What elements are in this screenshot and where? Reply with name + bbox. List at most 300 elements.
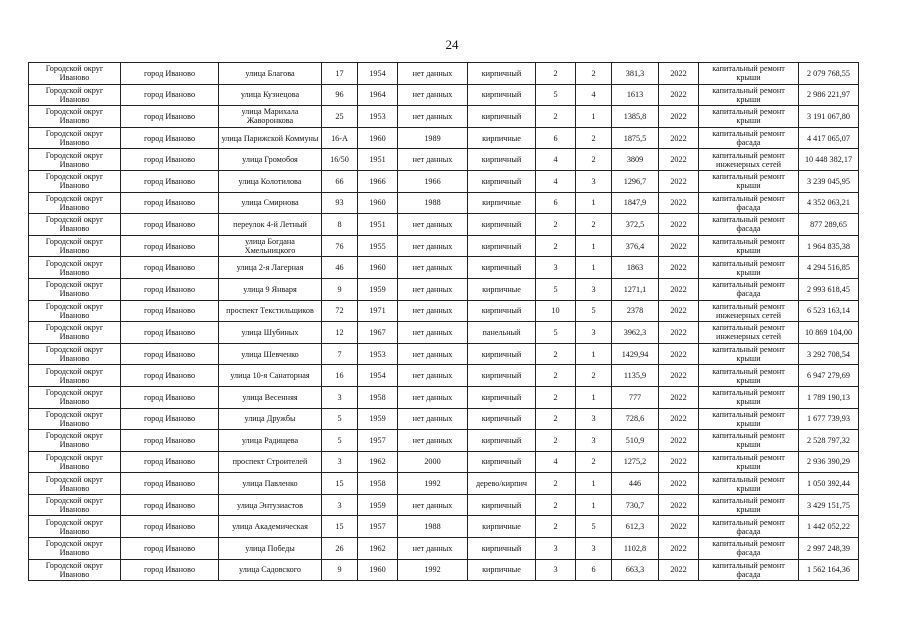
street-cell: улица Громобоя xyxy=(219,149,322,171)
municipality-cell: Городской округ Иваново xyxy=(29,408,121,430)
settlement-cell: город Иваново xyxy=(121,559,219,581)
area-cell: 612,3 xyxy=(612,516,659,538)
cost-cell: 2 986 221,97 xyxy=(799,84,859,106)
build-year-cell: 1951 xyxy=(358,149,398,171)
plan-year-cell: 2022 xyxy=(659,538,699,560)
settlement-cell: город Иваново xyxy=(121,451,219,473)
repair-type-cell: капитальный ремонт фасада xyxy=(699,538,799,560)
floors-cell: 2 xyxy=(536,473,576,495)
wall-material-cell: кирпичный xyxy=(468,257,536,279)
settlement-cell: город Иваново xyxy=(121,214,219,236)
entrances-cell: 1 xyxy=(576,494,612,516)
cost-cell: 10 448 382,17 xyxy=(799,149,859,171)
build-year-cell: 1954 xyxy=(358,365,398,387)
house-number-cell: 3 xyxy=(322,494,358,516)
area-cell: 1296,7 xyxy=(612,170,659,192)
floors-cell: 2 xyxy=(536,494,576,516)
area-cell: 510,9 xyxy=(612,430,659,452)
street-cell: улица Садовского xyxy=(219,559,322,581)
entrances-cell: 1 xyxy=(576,235,612,257)
wall-material-cell: кирпичные xyxy=(468,278,536,300)
build-year-cell: 1959 xyxy=(358,408,398,430)
area-cell: 372,5 xyxy=(612,214,659,236)
entrances-cell: 2 xyxy=(576,127,612,149)
street-cell: улица Дружбы xyxy=(219,408,322,430)
house-number-cell: 76 xyxy=(322,235,358,257)
repair-type-cell: капитальный ремонт крыши xyxy=(699,408,799,430)
settlement-cell: город Иваново xyxy=(121,170,219,192)
wall-material-cell: кирпичный xyxy=(468,84,536,106)
wall-material-cell: кирпичный xyxy=(468,235,536,257)
settlement-cell: город Иваново xyxy=(121,408,219,430)
entrances-cell: 3 xyxy=(576,278,612,300)
settlement-cell: город Иваново xyxy=(121,127,219,149)
wall-material-cell: кирпичные xyxy=(468,516,536,538)
house-number-cell: 96 xyxy=(322,84,358,106)
build-year-cell: 1960 xyxy=(358,257,398,279)
municipality-cell: Городской округ Иваново xyxy=(29,235,121,257)
area-cell: 663,3 xyxy=(612,559,659,581)
floors-cell: 4 xyxy=(536,170,576,192)
area-cell: 1429,94 xyxy=(612,343,659,365)
municipality-cell: Городской округ Иваново xyxy=(29,278,121,300)
renovation-year-cell: нет данных xyxy=(398,300,468,322)
municipality-cell: Городской округ Иваново xyxy=(29,451,121,473)
renovation-year-cell: 1992 xyxy=(398,559,468,581)
municipality-cell: Городской округ Иваново xyxy=(29,192,121,214)
municipality-cell: Городской округ Иваново xyxy=(29,149,121,171)
build-year-cell: 1953 xyxy=(358,106,398,128)
plan-year-cell: 2022 xyxy=(659,430,699,452)
municipality-cell: Городской округ Иваново xyxy=(29,559,121,581)
street-cell: проспект Текстильщиков xyxy=(219,300,322,322)
entrances-cell: 1 xyxy=(576,473,612,495)
area-cell: 730,7 xyxy=(612,494,659,516)
floors-cell: 2 xyxy=(536,343,576,365)
area-cell: 1613 xyxy=(612,84,659,106)
wall-material-cell: кирпичный xyxy=(468,170,536,192)
build-year-cell: 1957 xyxy=(358,516,398,538)
cost-cell: 877 289,65 xyxy=(799,214,859,236)
municipality-cell: Городской округ Иваново xyxy=(29,538,121,560)
house-number-cell: 17 xyxy=(322,63,358,85)
entrances-cell: 6 xyxy=(576,559,612,581)
area-cell: 1847,9 xyxy=(612,192,659,214)
street-cell: проспект Строителей xyxy=(219,451,322,473)
street-cell: улица 2-я Лагерная xyxy=(219,257,322,279)
street-cell: улица Колотилова xyxy=(219,170,322,192)
renovation-year-cell: нет данных xyxy=(398,365,468,387)
table-row xyxy=(29,322,859,344)
floors-cell: 2 xyxy=(536,214,576,236)
repair-type-cell: капитальный ремонт инженерных сетей xyxy=(699,322,799,344)
municipality-cell: Городской округ Иваново xyxy=(29,322,121,344)
build-year-cell: 1954 xyxy=(358,63,398,85)
plan-year-cell: 2022 xyxy=(659,559,699,581)
repair-type-cell: капитальный ремонт инженерных сетей xyxy=(699,300,799,322)
entrances-cell: 4 xyxy=(576,84,612,106)
renovation-year-cell: нет данных xyxy=(398,214,468,236)
house-number-cell: 66 xyxy=(322,170,358,192)
plan-year-cell: 2022 xyxy=(659,106,699,128)
municipality-cell: Городской округ Иваново xyxy=(29,257,121,279)
build-year-cell: 1953 xyxy=(358,343,398,365)
plan-year-cell: 2022 xyxy=(659,192,699,214)
repair-type-cell: капитальный ремонт крыши xyxy=(699,473,799,495)
cost-cell: 10 869 104,00 xyxy=(799,322,859,344)
house-number-cell: 15 xyxy=(322,516,358,538)
wall-material-cell: кирпичный xyxy=(468,538,536,560)
table-row xyxy=(29,516,859,538)
cost-cell: 2 993 618,45 xyxy=(799,278,859,300)
repair-type-cell: капитальный ремонт фасада xyxy=(699,214,799,236)
table-row xyxy=(29,63,859,85)
plan-year-cell: 2022 xyxy=(659,322,699,344)
settlement-cell: город Иваново xyxy=(121,365,219,387)
entrances-cell: 2 xyxy=(576,149,612,171)
cost-cell: 4 294 516,85 xyxy=(799,257,859,279)
table-row xyxy=(29,408,859,430)
municipality-cell: Городской округ Иваново xyxy=(29,494,121,516)
page-number: 24 xyxy=(445,37,459,52)
repair-type-cell: капитальный ремонт крыши xyxy=(699,170,799,192)
municipality-cell: Городской округ Иваново xyxy=(29,84,121,106)
wall-material-cell: кирпичные xyxy=(468,192,536,214)
street-cell: переулок 4-й Летный xyxy=(219,214,322,236)
build-year-cell: 1971 xyxy=(358,300,398,322)
housing-repair-table xyxy=(28,62,859,581)
house-number-cell: 12 xyxy=(322,322,358,344)
settlement-cell: город Иваново xyxy=(121,278,219,300)
municipality-cell: Городской округ Иваново xyxy=(29,473,121,495)
settlement-cell: город Иваново xyxy=(121,84,219,106)
cost-cell: 2 936 390,29 xyxy=(799,451,859,473)
plan-year-cell: 2022 xyxy=(659,516,699,538)
plan-year-cell: 2022 xyxy=(659,235,699,257)
cost-cell: 2 079 768,55 xyxy=(799,63,859,85)
entrances-cell: 1 xyxy=(576,386,612,408)
plan-year-cell: 2022 xyxy=(659,408,699,430)
table-row xyxy=(29,106,859,128)
house-number-cell: 16/50 xyxy=(322,149,358,171)
build-year-cell: 1962 xyxy=(358,538,398,560)
renovation-year-cell: 1966 xyxy=(398,170,468,192)
plan-year-cell: 2022 xyxy=(659,278,699,300)
build-year-cell: 1951 xyxy=(358,214,398,236)
settlement-cell: город Иваново xyxy=(121,538,219,560)
plan-year-cell: 2022 xyxy=(659,170,699,192)
settlement-cell: город Иваново xyxy=(121,149,219,171)
build-year-cell: 1960 xyxy=(358,192,398,214)
plan-year-cell: 2022 xyxy=(659,214,699,236)
plan-year-cell: 2022 xyxy=(659,84,699,106)
renovation-year-cell: 1989 xyxy=(398,127,468,149)
build-year-cell: 1957 xyxy=(358,430,398,452)
table-row xyxy=(29,430,859,452)
house-number-cell: 25 xyxy=(322,106,358,128)
renovation-year-cell: 1992 xyxy=(398,473,468,495)
street-cell: улица 10-я Санаторная xyxy=(219,365,322,387)
floors-cell: 2 xyxy=(536,408,576,430)
area-cell: 381,3 xyxy=(612,63,659,85)
entrances-cell: 3 xyxy=(576,322,612,344)
floors-cell: 2 xyxy=(536,386,576,408)
renovation-year-cell: нет данных xyxy=(398,430,468,452)
entrances-cell: 3 xyxy=(576,408,612,430)
floors-cell: 2 xyxy=(536,516,576,538)
street-cell: улица Смирнова xyxy=(219,192,322,214)
wall-material-cell: кирпичный xyxy=(468,451,536,473)
cost-cell: 1 789 190,13 xyxy=(799,386,859,408)
municipality-cell: Городской округ Иваново xyxy=(29,127,121,149)
floors-cell: 6 xyxy=(536,192,576,214)
wall-material-cell: кирпичный xyxy=(468,386,536,408)
cost-cell: 1 562 164,36 xyxy=(799,559,859,581)
street-cell: улица Шубиных xyxy=(219,322,322,344)
renovation-year-cell: нет данных xyxy=(398,408,468,430)
renovation-year-cell: нет данных xyxy=(398,106,468,128)
house-number-cell: 72 xyxy=(322,300,358,322)
area-cell: 1275,2 xyxy=(612,451,659,473)
floors-cell: 4 xyxy=(536,451,576,473)
build-year-cell: 1959 xyxy=(358,494,398,516)
wall-material-cell: кирпичный xyxy=(468,430,536,452)
table-row xyxy=(29,300,859,322)
renovation-year-cell: нет данных xyxy=(398,257,468,279)
table-row xyxy=(29,494,859,516)
wall-material-cell: кирпичный xyxy=(468,343,536,365)
entrances-cell: 2 xyxy=(576,63,612,85)
municipality-cell: Городской округ Иваново xyxy=(29,170,121,192)
repair-type-cell: капитальный ремонт крыши xyxy=(699,365,799,387)
municipality-cell: Городской округ Иваново xyxy=(29,365,121,387)
repair-type-cell: капитальный ремонт крыши xyxy=(699,235,799,257)
house-number-cell: 16-А xyxy=(322,127,358,149)
wall-material-cell: кирпичные xyxy=(468,127,536,149)
street-cell: улица Шевченко xyxy=(219,343,322,365)
house-number-cell: 16 xyxy=(322,365,358,387)
house-number-cell: 9 xyxy=(322,278,358,300)
cost-cell: 1 677 739,93 xyxy=(799,408,859,430)
settlement-cell: город Иваново xyxy=(121,343,219,365)
floors-cell: 4 xyxy=(536,149,576,171)
floors-cell: 3 xyxy=(536,538,576,560)
build-year-cell: 1960 xyxy=(358,127,398,149)
area-cell: 446 xyxy=(612,473,659,495)
renovation-year-cell: нет данных xyxy=(398,538,468,560)
street-cell: улица Энтузиастов xyxy=(219,494,322,516)
house-number-cell: 5 xyxy=(322,430,358,452)
cost-cell: 6 523 163,14 xyxy=(799,300,859,322)
wall-material-cell: кирпичный xyxy=(468,214,536,236)
floors-cell: 3 xyxy=(536,559,576,581)
repair-type-cell: капитальный ремонт крыши xyxy=(699,84,799,106)
settlement-cell: город Иваново xyxy=(121,63,219,85)
repair-type-cell: капитальный ремонт фасада xyxy=(699,192,799,214)
floors-cell: 10 xyxy=(536,300,576,322)
municipality-cell: Городской округ Иваново xyxy=(29,430,121,452)
table-row xyxy=(29,257,859,279)
build-year-cell: 1955 xyxy=(358,235,398,257)
renovation-year-cell: нет данных xyxy=(398,235,468,257)
renovation-year-cell: нет данных xyxy=(398,386,468,408)
table-row xyxy=(29,538,859,560)
wall-material-cell: панельный xyxy=(468,322,536,344)
entrances-cell: 1 xyxy=(576,257,612,279)
repair-type-cell: капитальный ремонт крыши xyxy=(699,494,799,516)
renovation-year-cell: нет данных xyxy=(398,63,468,85)
floors-cell: 6 xyxy=(536,127,576,149)
table-row xyxy=(29,149,859,171)
settlement-cell: город Иваново xyxy=(121,192,219,214)
renovation-year-cell: 2000 xyxy=(398,451,468,473)
plan-year-cell: 2022 xyxy=(659,494,699,516)
table-row xyxy=(29,451,859,473)
table-row xyxy=(29,84,859,106)
cost-cell: 2 528 797,32 xyxy=(799,430,859,452)
street-cell: улица 9 Января xyxy=(219,278,322,300)
wall-material-cell: кирпичный xyxy=(468,300,536,322)
entrances-cell: 3 xyxy=(576,538,612,560)
table-row xyxy=(29,127,859,149)
cost-cell: 4 417 065,07 xyxy=(799,127,859,149)
plan-year-cell: 2022 xyxy=(659,451,699,473)
wall-material-cell: кирпичный xyxy=(468,63,536,85)
area-cell: 1135,9 xyxy=(612,365,659,387)
cost-cell: 3 191 067,80 xyxy=(799,106,859,128)
floors-cell: 5 xyxy=(536,322,576,344)
table-row xyxy=(29,559,859,581)
wall-material-cell: дерево/кирпич xyxy=(468,473,536,495)
floors-cell: 2 xyxy=(536,430,576,452)
area-cell: 3962,3 xyxy=(612,322,659,344)
street-cell: улица Богдана Хмельницкого xyxy=(219,235,322,257)
municipality-cell: Городской округ Иваново xyxy=(29,516,121,538)
entrances-cell: 3 xyxy=(576,430,612,452)
cost-cell: 3 292 708,54 xyxy=(799,343,859,365)
municipality-cell: Городской округ Иваново xyxy=(29,386,121,408)
wall-material-cell: кирпичный xyxy=(468,494,536,516)
cost-cell: 3 239 045,95 xyxy=(799,170,859,192)
build-year-cell: 1964 xyxy=(358,84,398,106)
settlement-cell: город Иваново xyxy=(121,235,219,257)
house-number-cell: 8 xyxy=(322,214,358,236)
floors-cell: 3 xyxy=(536,257,576,279)
plan-year-cell: 2022 xyxy=(659,257,699,279)
municipality-cell: Городской округ Иваново xyxy=(29,106,121,128)
entrances-cell: 3 xyxy=(576,170,612,192)
plan-year-cell: 2022 xyxy=(659,149,699,171)
wall-material-cell: кирпичный xyxy=(468,408,536,430)
table-row xyxy=(29,365,859,387)
street-cell: улица Радищева xyxy=(219,430,322,452)
table-row xyxy=(29,473,859,495)
entrances-cell: 1 xyxy=(576,106,612,128)
plan-year-cell: 2022 xyxy=(659,63,699,85)
renovation-year-cell: нет данных xyxy=(398,343,468,365)
cost-cell: 3 429 151,75 xyxy=(799,494,859,516)
repair-type-cell: капитальный ремонт крыши xyxy=(699,63,799,85)
floors-cell: 2 xyxy=(536,106,576,128)
municipality-cell: Городской округ Иваново xyxy=(29,214,121,236)
wall-material-cell: кирпичный xyxy=(468,365,536,387)
floors-cell: 2 xyxy=(536,235,576,257)
street-cell: улица Весенняя xyxy=(219,386,322,408)
entrances-cell: 2 xyxy=(576,365,612,387)
entrances-cell: 2 xyxy=(576,451,612,473)
area-cell: 1863 xyxy=(612,257,659,279)
table-row xyxy=(29,235,859,257)
house-number-cell: 9 xyxy=(322,559,358,581)
settlement-cell: город Иваново xyxy=(121,322,219,344)
settlement-cell: город Иваново xyxy=(121,257,219,279)
plan-year-cell: 2022 xyxy=(659,365,699,387)
table-row xyxy=(29,170,859,192)
repair-type-cell: капитальный ремонт фасада xyxy=(699,278,799,300)
municipality-cell: Городской округ Иваново xyxy=(29,63,121,85)
house-number-cell: 46 xyxy=(322,257,358,279)
plan-year-cell: 2022 xyxy=(659,127,699,149)
street-cell: улица Академическая xyxy=(219,516,322,538)
table-row xyxy=(29,343,859,365)
wall-material-cell: кирпичные xyxy=(468,559,536,581)
house-number-cell: 26 xyxy=(322,538,358,560)
cost-cell: 2 997 248,39 xyxy=(799,538,859,560)
table-row xyxy=(29,278,859,300)
renovation-year-cell: нет данных xyxy=(398,84,468,106)
area-cell: 777 xyxy=(612,386,659,408)
street-cell: улица Павленко xyxy=(219,473,322,495)
house-number-cell: 5 xyxy=(322,408,358,430)
floors-cell: 2 xyxy=(536,63,576,85)
cost-cell: 6 947 279,69 xyxy=(799,365,859,387)
house-number-cell: 93 xyxy=(322,192,358,214)
cost-cell: 1 050 392,44 xyxy=(799,473,859,495)
house-number-cell: 3 xyxy=(322,386,358,408)
area-cell: 3809 xyxy=(612,149,659,171)
wall-material-cell: кирпичный xyxy=(468,149,536,171)
street-cell: улица Благова xyxy=(219,63,322,85)
street-cell: улица Победы xyxy=(219,538,322,560)
table-row xyxy=(29,214,859,236)
entrances-cell: 2 xyxy=(576,214,612,236)
area-cell: 376,4 xyxy=(612,235,659,257)
repair-type-cell: капитальный ремонт фасада xyxy=(699,127,799,149)
house-number-cell: 7 xyxy=(322,343,358,365)
build-year-cell: 1960 xyxy=(358,559,398,581)
repair-type-cell: капитальный ремонт фасада xyxy=(699,516,799,538)
repair-type-cell: капитальный ремонт крыши xyxy=(699,343,799,365)
repair-type-cell: капитальный ремонт инженерных сетей xyxy=(699,149,799,171)
renovation-year-cell: 1988 xyxy=(398,192,468,214)
street-cell: улица Марихала Жаворонкова xyxy=(219,106,322,128)
house-number-cell: 3 xyxy=(322,451,358,473)
table-row xyxy=(29,192,859,214)
floors-cell: 2 xyxy=(536,365,576,387)
entrances-cell: 1 xyxy=(576,192,612,214)
renovation-year-cell: нет данных xyxy=(398,149,468,171)
settlement-cell: город Иваново xyxy=(121,430,219,452)
build-year-cell: 1958 xyxy=(358,386,398,408)
plan-year-cell: 2022 xyxy=(659,343,699,365)
settlement-cell: город Иваново xyxy=(121,494,219,516)
municipality-cell: Городской округ Иваново xyxy=(29,343,121,365)
renovation-year-cell: нет данных xyxy=(398,494,468,516)
repair-type-cell: капитальный ремонт крыши xyxy=(699,451,799,473)
municipality-cell: Городской округ Иваново xyxy=(29,300,121,322)
repair-type-cell: капитальный ремонт крыши xyxy=(699,106,799,128)
entrances-cell: 5 xyxy=(576,516,612,538)
